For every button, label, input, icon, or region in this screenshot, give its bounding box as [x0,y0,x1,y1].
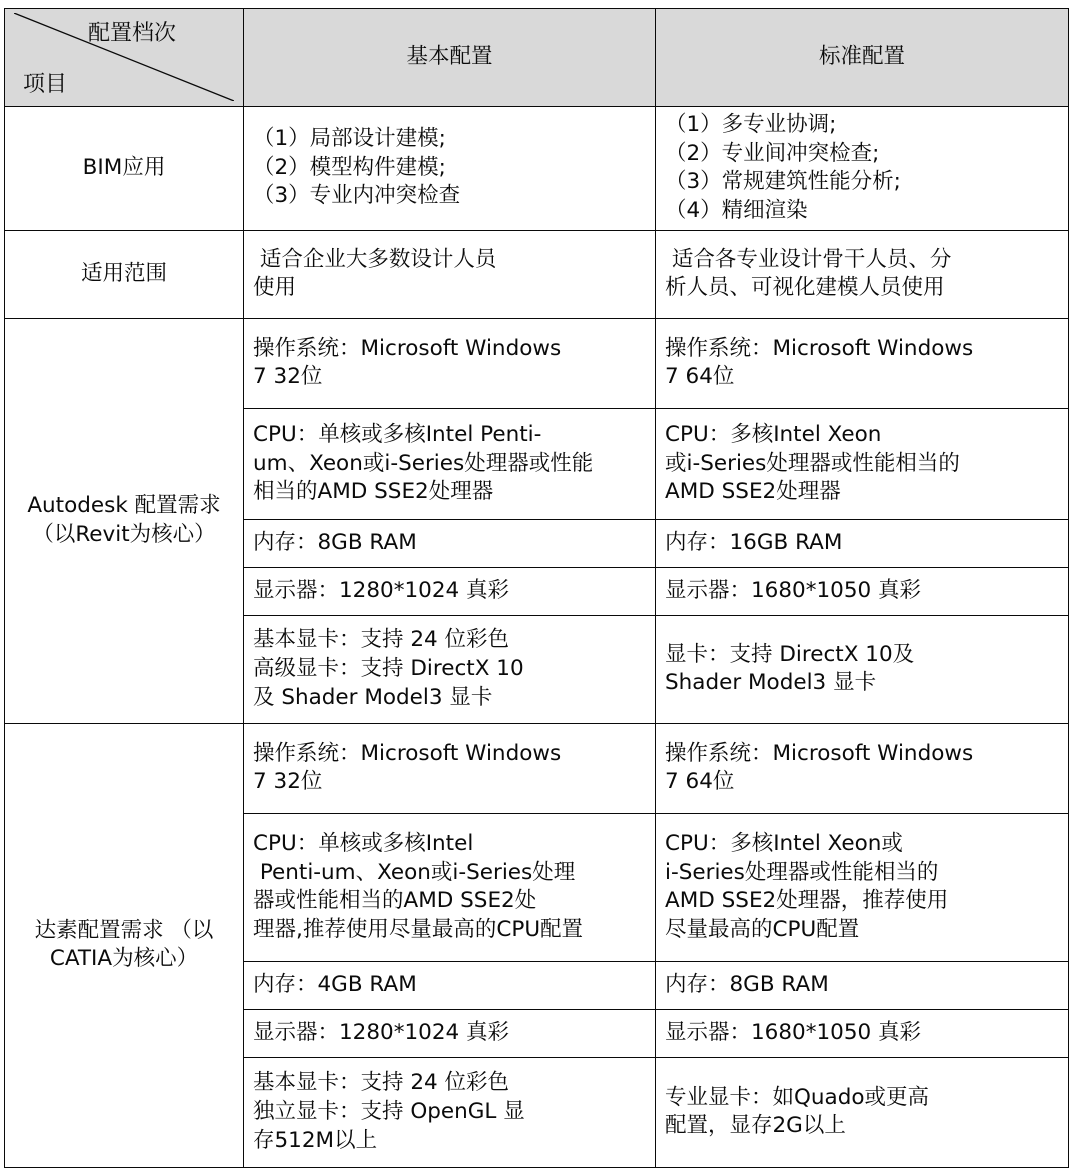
cell-line: 内存：8GB RAM [253,530,417,556]
section-label-line: （以Revit为核心） [32,521,216,547]
cell-line: （1）局部设计建模; [253,126,446,152]
cell-bim-basic [244,107,656,231]
cell-autodesk-graphics-basic [244,616,656,724]
cell-scope-basic [244,231,656,319]
cell-line: 析人员、可视化建模人员使用 [665,275,945,301]
cell-line: 尽量最高的CPU配置 [665,916,860,942]
cell-line: 操作系统：Microsoft Windows [665,335,974,361]
cell-autodesk-memory-basic [244,520,656,568]
section-label-line: 配置需求 [134,493,221,519]
cell-line: 操作系统：Microsoft Windows [253,740,562,766]
cell-line: 操作系统：Microsoft Windows [253,335,562,361]
cell-line: CPU：单核或多核Intel [253,831,474,857]
cell-line: AMD SSE2处理器，推荐使用 [665,888,949,914]
header-corner-cell [5,9,244,107]
table-row [5,319,1069,409]
cell-line: CPU：多核Intel Xeon [665,421,882,447]
header-corner-top-label: 配置档次 [87,21,176,46]
cell-line: CPU：多核Intel Xeon或 [665,831,903,857]
cell-line: 及 Shader Model3 显卡 [253,684,493,710]
cell-dassault-os-standard [656,724,1069,814]
cell-dassault-memory-standard [656,962,1069,1010]
cell-line: （1）多专业协调; [665,112,837,137]
section-label-line: （以CATIA为核心） [49,917,214,972]
cell-dassault-graphics-standard [656,1058,1069,1168]
cell-scope-standard [656,231,1069,319]
cell-line: （3）专业内冲突检查 [253,183,461,209]
section-label-line: Autodesk [27,493,128,519]
cell-line: 配置，显存2G以上 [665,1113,846,1139]
cell-line: Penti-um、Xeon或i-Series处理 [253,859,576,885]
cell-line: 显示器：1680*1050 真彩 [665,578,922,604]
cell-line: 或i-Series处理器或性能相当的 [665,450,960,476]
cell-autodesk-os-standard [656,319,1069,409]
cell-autodesk-cpu-standard [656,409,1069,520]
cell-dassault-os-basic [244,724,656,814]
configuration-comparison-table [4,8,1069,1168]
cell-dassault-cpu-standard [656,814,1069,962]
row-label-autodesk-requirements [5,319,244,724]
cell-autodesk-memory-standard [656,520,1069,568]
cell-autodesk-display-basic [244,568,656,616]
table-row [5,107,1069,231]
cell-autodesk-graphics-standard [656,616,1069,724]
cell-line: 显示器：1680*1050 真彩 [665,1020,922,1046]
table-header-row [5,9,1069,107]
cell-line: 7 32位 [253,364,323,390]
cell-line: 7 32位 [253,769,323,795]
cell-line: 内存：16GB RAM [665,530,843,556]
cell-line: Shader Model3 显卡 [665,670,877,696]
cell-line: 显卡：支持 DirectX 10及 [665,641,915,667]
cell-line: 器或性能相当的AMD SSE2处 [253,888,537,914]
cell-line: （3）常规建筑性能分析; [665,169,901,195]
row-label-bim-application: BIM应用 [5,107,244,231]
cell-autodesk-cpu-basic [244,409,656,520]
row-label-dassault-requirements [5,724,244,1168]
header-standard-config: 标准配置 [656,9,1069,107]
cell-autodesk-os-basic [244,319,656,409]
cell-line: 适合各专业设计骨干人员、分 [665,246,952,272]
cell-line: AMD SSE2处理器 [665,479,841,505]
header-corner-bottom-label: 项目 [23,71,68,97]
cell-bim-standard [656,107,1069,231]
section-label-line: 达素配置需求 [34,917,164,943]
cell-line: 高级显卡：支持 DirectX 10 [253,656,524,682]
cell-line: 存512M以上 [253,1127,378,1153]
cell-line: 显示器：1280*1024 真彩 [253,578,510,604]
table-row [5,724,1069,814]
cell-line: CPU：单核或多核Intel Penti- [253,421,542,447]
cell-line: 显示器：1280*1024 真彩 [253,1020,510,1046]
cell-line: （2）专业间冲突检查; [665,140,880,166]
cell-line: 内存：8GB RAM [665,972,829,998]
cell-dassault-graphics-basic [244,1058,656,1168]
cell-dassault-memory-basic [244,962,656,1010]
cell-line: 内存：4GB RAM [253,972,417,998]
table-row [5,231,1069,319]
cell-line: 使用 [253,275,297,301]
cell-dassault-display-standard [656,1010,1069,1058]
cell-line: 7 64位 [665,769,735,795]
cell-line: 理器,推荐使用尽量最高的CPU配置 [253,916,584,942]
row-label-scope: 适用范围 [5,231,244,319]
cell-autodesk-display-standard [656,568,1069,616]
cell-line: 专业显卡：如Quado或更高 [665,1084,930,1110]
cell-dassault-display-basic [244,1010,656,1058]
cell-line: 相当的AMD SSE2处理器 [253,479,494,505]
cell-line: i-Series处理器或性能相当的 [665,859,939,885]
cell-line: （4）精细渲染 [665,197,808,223]
cell-dassault-cpu-basic [244,814,656,962]
cell-line: 操作系统：Microsoft Windows [665,740,974,766]
configuration-comparison-table-page [0,8,1072,1153]
cell-line: 基本显卡：支持 24 位彩色 [253,1070,510,1096]
cell-line: （2）模型构件建模; [253,154,446,180]
cell-line: 适合企业大多数设计人员 [253,246,497,272]
cell-line: 7 64位 [665,364,735,390]
cell-line: 独立显卡：支持 OpenGL 显 [253,1099,525,1125]
cell-line: 基本显卡：支持 24 位彩色 [253,627,510,653]
cell-line: um、Xeon或i-Series处理器或性能 [253,450,594,476]
header-basic-config: 基本配置 [244,9,656,107]
